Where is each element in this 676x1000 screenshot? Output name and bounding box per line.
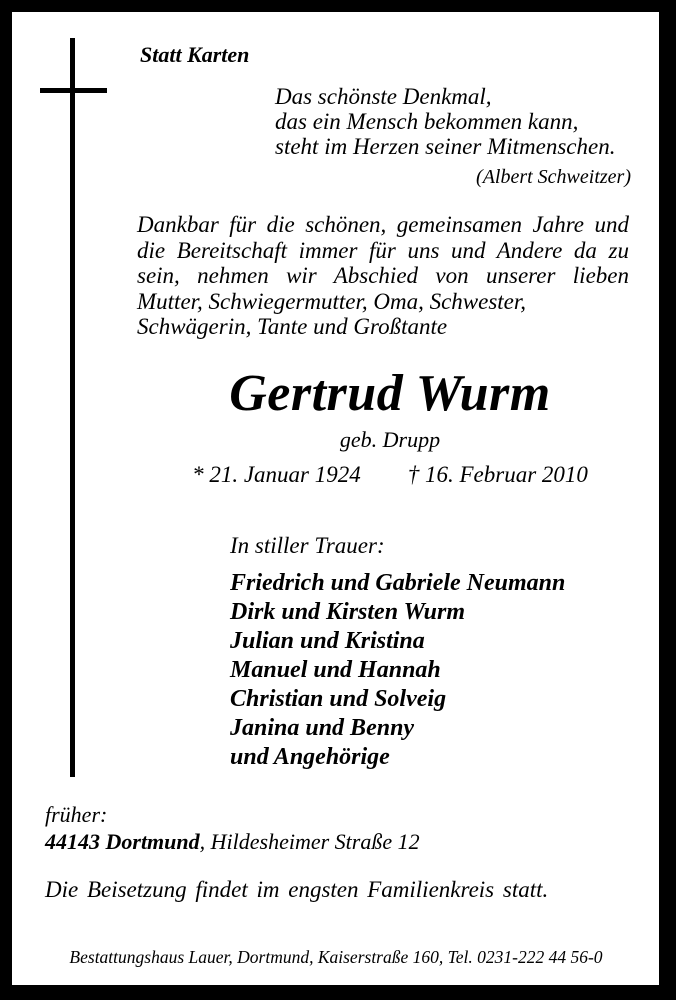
intro-line: die Bereitschaft immer für uns und Andere da zu: [137, 237, 629, 263]
intro-line: Dankbar für die schönen, gemeinsamen Jahre und: [137, 212, 629, 237]
mourner-name: und Angehörige: [230, 744, 390, 770]
former-label: früher:: [45, 802, 108, 827]
deceased-name: Gertrud Wurm: [229, 365, 551, 422]
mourners-list: [230, 569, 565, 772]
statt-karten-label: Statt Karten: [140, 42, 250, 67]
deceased-block: [120, 366, 660, 488]
intro-line: Schwägerin, Tante und Großtante: [137, 314, 448, 339]
funeral-note: Die Beisetzung findet im engsten Familienkreis statt.: [45, 877, 549, 902]
cross-icon-horizontal-bar: [40, 88, 107, 93]
mourner-name: Friedrich und Gabriele Neumann: [230, 570, 566, 596]
funeral-home-line: Bestattungshaus Lauer, Dortmund, Kaiserstraße 160, Tel. 0231-222 44 56-0: [69, 947, 603, 967]
intro-line: sein, nehmen wir Abschied von unserer lieben: [137, 263, 629, 288]
mourner-name: Manuel und Hannah: [230, 657, 441, 683]
intro-line: Mutter, Schwiegermutter, Oma, Schwester,: [137, 288, 527, 314]
maiden-name: geb. Drupp: [339, 427, 441, 452]
intro-paragraph: [137, 212, 629, 340]
quote-attribution: (Albert Schweitzer): [476, 166, 631, 188]
quote-line: steht im Herzen seiner Mitmenschen.: [275, 134, 616, 159]
cross-icon-vertical-bar: [70, 38, 75, 777]
former-address-line: [45, 828, 420, 855]
former-street: , Hildesheimer Straße 12: [199, 829, 420, 854]
death-date: † 16. Februar 2010: [407, 462, 588, 487]
mourning-heading: In stiller Trauer:: [230, 533, 385, 558]
mourner-name: Dirk und Kirsten Wurm: [230, 599, 465, 625]
life-dates: [120, 462, 660, 488]
mourner-name: Janina und Benny: [230, 715, 415, 741]
quote-line: Das schönste Denkmal,: [275, 84, 492, 109]
former-city: 44143 Dortmund: [45, 829, 200, 854]
mourner-name: Christian und Solveig: [230, 686, 447, 712]
quote-line: das ein Mensch bekommen kann,: [275, 109, 579, 134]
mourner-name: Julian und Kristina: [230, 628, 425, 654]
former-address-block: [45, 801, 420, 855]
memorial-quote: [275, 84, 615, 159]
birth-date: * 21. Januar 1924: [192, 462, 361, 487]
